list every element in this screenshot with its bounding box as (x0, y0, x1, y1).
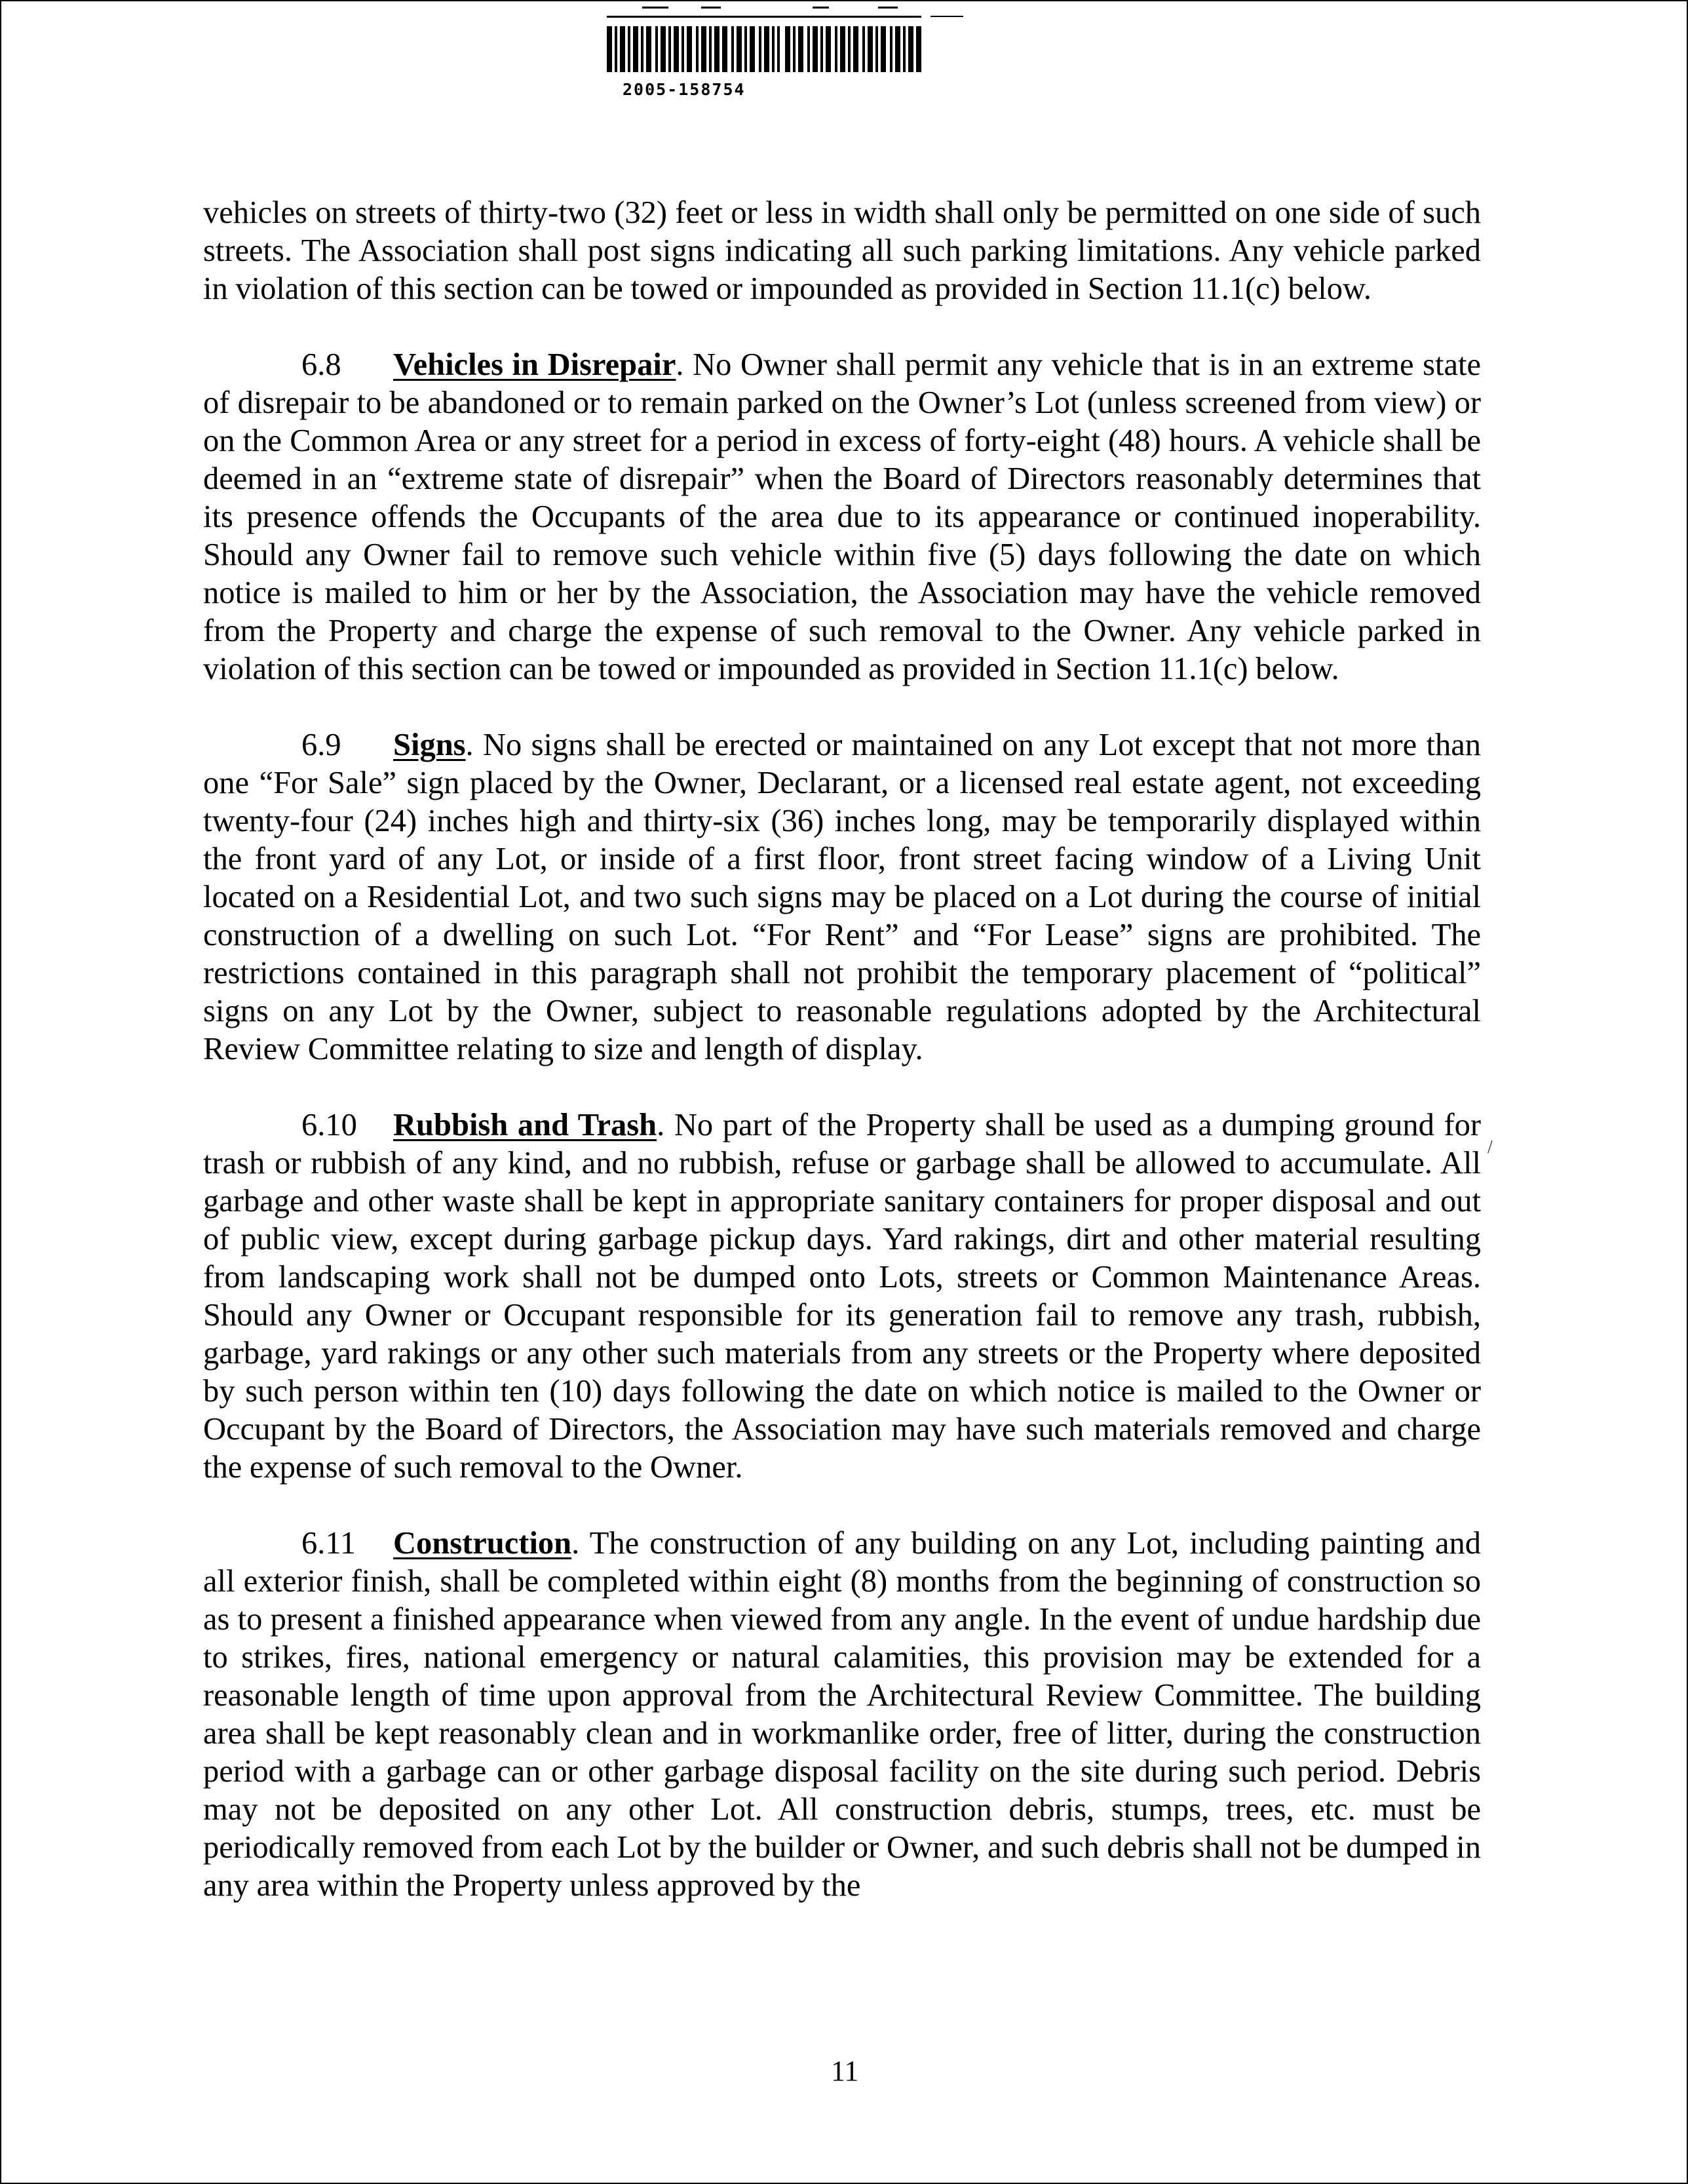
section-heading: Rubbish and Trash (393, 1108, 657, 1142)
section-text: . The construction of any building on any Lot, including painting and all exterior finish, shall be completed within eight (8) months from the beginning of construction so as to present a finished appearance when viewed from any angle. In the event of undue hardship due to strikes, fires, national emergency or natural calamities, this provision may be extended for a reasonable length of time upon approval from the Architectural Review Committee. The building area shall be kept reasonably clean and in workmanlike order, free of litter, during the construction period with a garbage can or other garbage disposal facility on the site during such period. Debris may not be deposited on any other Lot. All construction debris, stumps, trees, etc. must be periodically removed from each Lot by the builder or Owner, and such debris shall not be dumped in any area within the Property unless approved by the (203, 1526, 1481, 1903)
section-text: . No part of the Property shall be used as a dumping ground for trash or rubbish of any kind, and no rubbish, refuse or garbage shall be allowed to accumulate. All garbage and other waste shall be kept in appropriate sanitary containers for proper disposal and out of public view, except during garbage pickup days. Yard rakings, dirt and other material resulting from landscaping work shall not be dumped onto Lots, streets or Common Maintenance Areas. Should any Owner or Occupant responsible for its generation fail to remove any trash, rubbish, garbage, yard rakings or any other such materials from any streets or the Property where deposited by such person within ten (10) days following the date on which notice is mailed to the Owner or Occupant by the Board of Directors, the Association may have such materials removed and charge the expense of such removal to the Owner. (203, 1108, 1481, 1485)
section-heading: Construction (393, 1526, 572, 1561)
section-number: 6.9 (301, 728, 341, 762)
section-6-10 (203, 1106, 1481, 1487)
document-body (203, 194, 1481, 1905)
section-6-8 (203, 346, 1481, 688)
section-text: . No signs shall be erected or maintained on any Lot except that not more than one “For Sale” sign placed by the Owner, Declarant, or a licensed real estate agent, not exceeding twenty-four (24) inches high and thirty-six (36) inches long, may be temporarily displayed within the front yard of any Lot, or inside of a first floor, front street facing window of a Living Unit located on a Residential Lot, and two such signs may be placed on a Lot during the course of initial construction of a dwelling on such Lot. “For Rent” and “For Lease” signs are prohibited. The restrictions contained in this paragraph shall not prohibit the temporary placement of “political” signs on any Lot by the Owner, subject to reasonable regulations adopted by the Architectural Review Committee relating to size and length of display. (203, 728, 1481, 1066)
section-number: 6.8 (301, 347, 341, 382)
paragraph-continuation: vehicles on streets of thirty-two (32) feet or less in width shall only be permitted on one side of such streets. The Association shall post signs indicating all such parking limitations. Any vehicle parked in violation of this section can be towed or impounded as provided in Section 11.1(c) below. (203, 195, 1481, 306)
section-heading: Vehicles in Disrepair (393, 347, 676, 382)
section-number: 6.11 (301, 1526, 356, 1561)
section-number: 6.10 (301, 1108, 357, 1142)
section-heading: Signs (393, 728, 466, 762)
page-number: 11 (831, 2055, 859, 2087)
section-text: . No Owner shall permit any vehicle that is in an extreme state of disrepair to be abandoned or to remain parked on the Owner’s Lot (unless screened from view) or on the Common Area or any street for a period in excess of forty-eight (48) hours. A vehicle shall be deemed in an “extreme state of disrepair” when the Board of Directors reasonably determines that its presence offends the Occupants of the area due to its appearance or continued inoperability. Should any Owner fail to remove such vehicle within five (5) days following the date on which notice is mailed to him or her by the Association, the Association may have the vehicle removed from the Property and charge the expense of such removal to the Owner. Any vehicle parked in violation of this section can be towed or impounded as provided in Section 11.1(c) below. (203, 347, 1481, 686)
barcode (603, 7, 983, 105)
barcode-icon (603, 7, 983, 79)
barcode-number: 2005-158754 (623, 80, 746, 99)
scan-mark: / (1487, 1137, 1493, 1158)
section-6-11 (203, 1525, 1481, 1905)
section-6-9 (203, 726, 1481, 1068)
